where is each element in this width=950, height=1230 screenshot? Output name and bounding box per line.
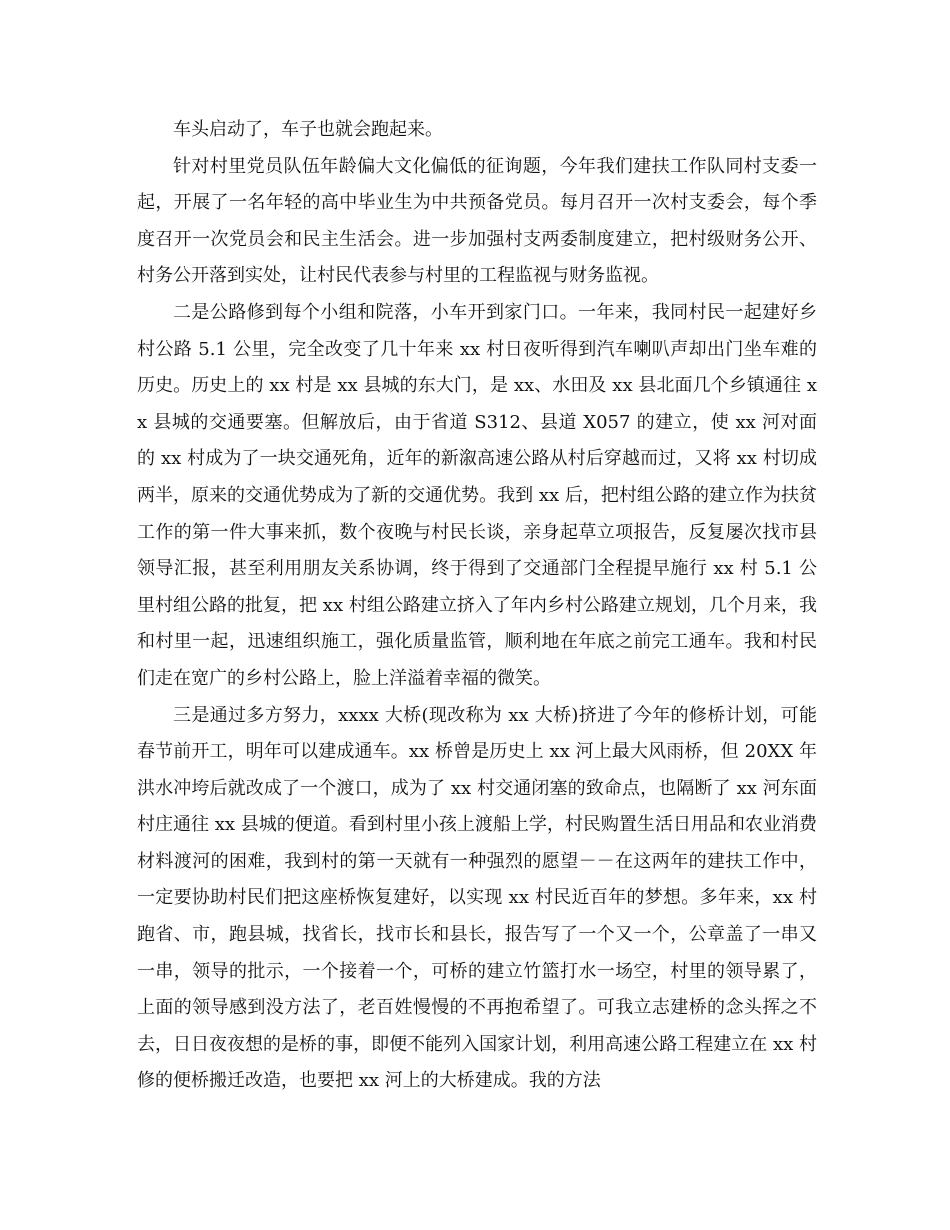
paragraph-1: 车头启动了，车子也就会跑起来。	[173, 119, 443, 140]
paragraph-2: 针对村里党员队伍年龄偏大文化偏低的征询题，今年我们建扶工作队同村支委一起，开展了一名年轻的高中毕业生为中共预备党员。每月召开一次村支委会，每个季度召开一次党员会和民主生活会。进一步加强村支两委制度建立，把村级财务公开、村务公开落到实处，让村民代表参与村里的工程监视与财务监视。	[137, 155, 817, 287]
paragraph-4: 三是通过多方努力，xxxx 大桥(现改称为 xx 大桥)挤进了今年的修桥计划，可能春节前开工，明年可以建成通车。xx 桥曾是历史上 xx 河上最大风雨桥，但 20XX 年洪水冲垮后就改成了一个渡口，成为了 xx 村交通闭塞的致命点，也隔断了 xx 河东面村庄通往 xx 县城的便道。看到村里小孩上渡船上学，村民购置生活日用品和农业消费材料渡河的困难，我到村的第一天就有一种强烈的愿望－－在这两年的建扶工作中，一定要协助村民们把这座桥恢复建好，以实现 xx 村民近百年的梦想。多年来，xx 村跑省、市，跑县城，找省长，找市长和县长，报告写了一个又一个，公章盖了一串又一串，领导的批示，一个接着一个，可桥的建立竹篮打水一场空，村里的领导累了，上面的领导感到没方法了，老百姓慢慢的不再抱希望了。可我立志建桥的念头挥之不去，日日夜夜想的是桥的事，即便不能列入国家计划，利用高速公路工程建立在 xx 村修的便桥搬迁改造，也要把 xx 河上的大桥建成。我的方法	[137, 704, 817, 1092]
document-body	[137, 112, 817, 1100]
paragraph-3: 二是公路修到每个小组和院落，小车开到家门口。一年来，我同村民一起建好乡村公路 5.1 公里，完全改变了几十年来 xx 村日夜听得到汽车喇叭声却出门坐车难的历史。历史上的 xx 村是 xx 县城的东大门，是 xx、水田及 xx 县北面几个乡镇通往 xx 县城的交通要塞。但解放后，由于省道 S312、县道 X057 的建立，使 xx 河对面的 xx 村成为了一块交通死角，近年的新溆高速公路从村后穿越而过，又将 xx 村切成两半，原来的交通优势成为了新的交通优势。我到 xx 后，把村组公路的建立作为扶贫工作的第一件大事来抓，数个夜晚与村民长谈，亲身起草立项报告，反复屡次找市县领导汇报，甚至利用朋友关系协调，终于得到了交通部门全程提早施行 xx 村 5.1 公里村组公路的批复，把 xx 村组公路建立挤入了年内乡村公路建立规划，几个月来，我和村里一起，迅速组织施工，强化质量监管，顺利地在年底之前完工通车。我和村民们走在宽广的乡村公路上，脸上洋溢着幸福的微笑。	[137, 301, 817, 689]
